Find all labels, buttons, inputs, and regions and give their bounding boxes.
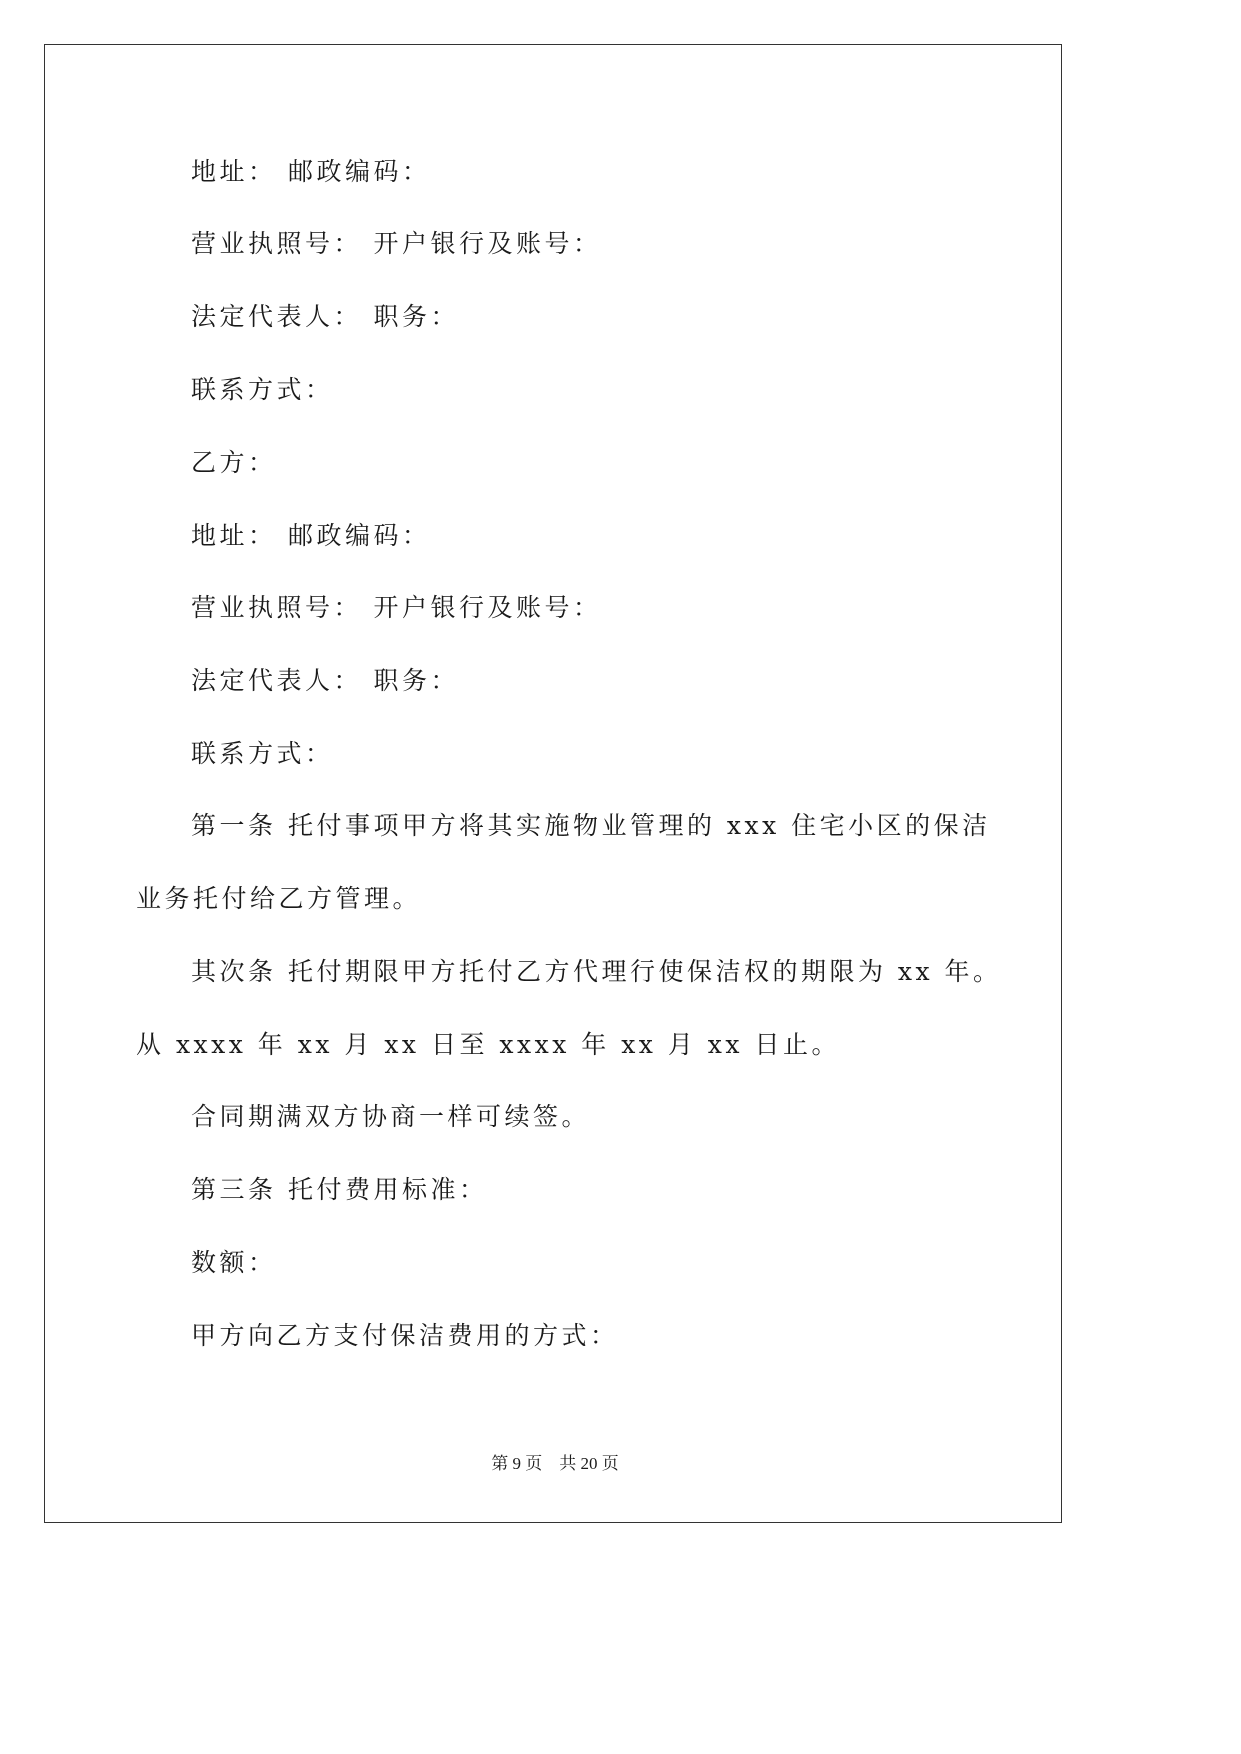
article-2-line-2: 从 xxxx 年 xx 月 xx 日至 xxxx 年 xx 月 xx 日止。: [136, 1030, 840, 1059]
article-1-line-1: 第一条 托付事项甲方将其实施物业管理的 xxx 住宅小区的保洁: [191, 811, 991, 840]
article-2-line-1: 其次条 托付期限甲方托付乙方代理行使保洁权的期限为 xx 年。: [191, 957, 1002, 986]
party-b-contact-line: 联系方式：: [191, 739, 334, 768]
amount-line: 数额：: [191, 1248, 277, 1277]
party-b-license-line: 营业执照号： 开户银行及账号：: [191, 593, 602, 622]
article-3-heading: 第三条 托付费用标准：: [191, 1175, 488, 1204]
party-a-contact-line: 联系方式：: [191, 375, 334, 404]
article-1-line-2: 业务托付给乙方管理。: [136, 884, 422, 913]
party-a-address-line: 地址： 邮政编码：: [191, 157, 431, 186]
page-number-footer: 第 9 页 共 20 页: [491, 1454, 619, 1473]
party-a-license-line: 营业执照号： 开户银行及账号：: [191, 229, 602, 258]
party-a-representative-line: 法定代表人： 职务：: [191, 302, 459, 331]
payment-method-line: 甲方向乙方支付保洁费用的方式：: [191, 1321, 619, 1350]
party-b-representative-line: 法定代表人： 职务：: [191, 666, 459, 695]
renewal-line: 合同期满双方协商一样可续签。: [191, 1102, 591, 1131]
party-b-address-line: 地址： 邮政编码：: [191, 521, 431, 550]
party-b-heading: 乙方：: [191, 448, 277, 477]
